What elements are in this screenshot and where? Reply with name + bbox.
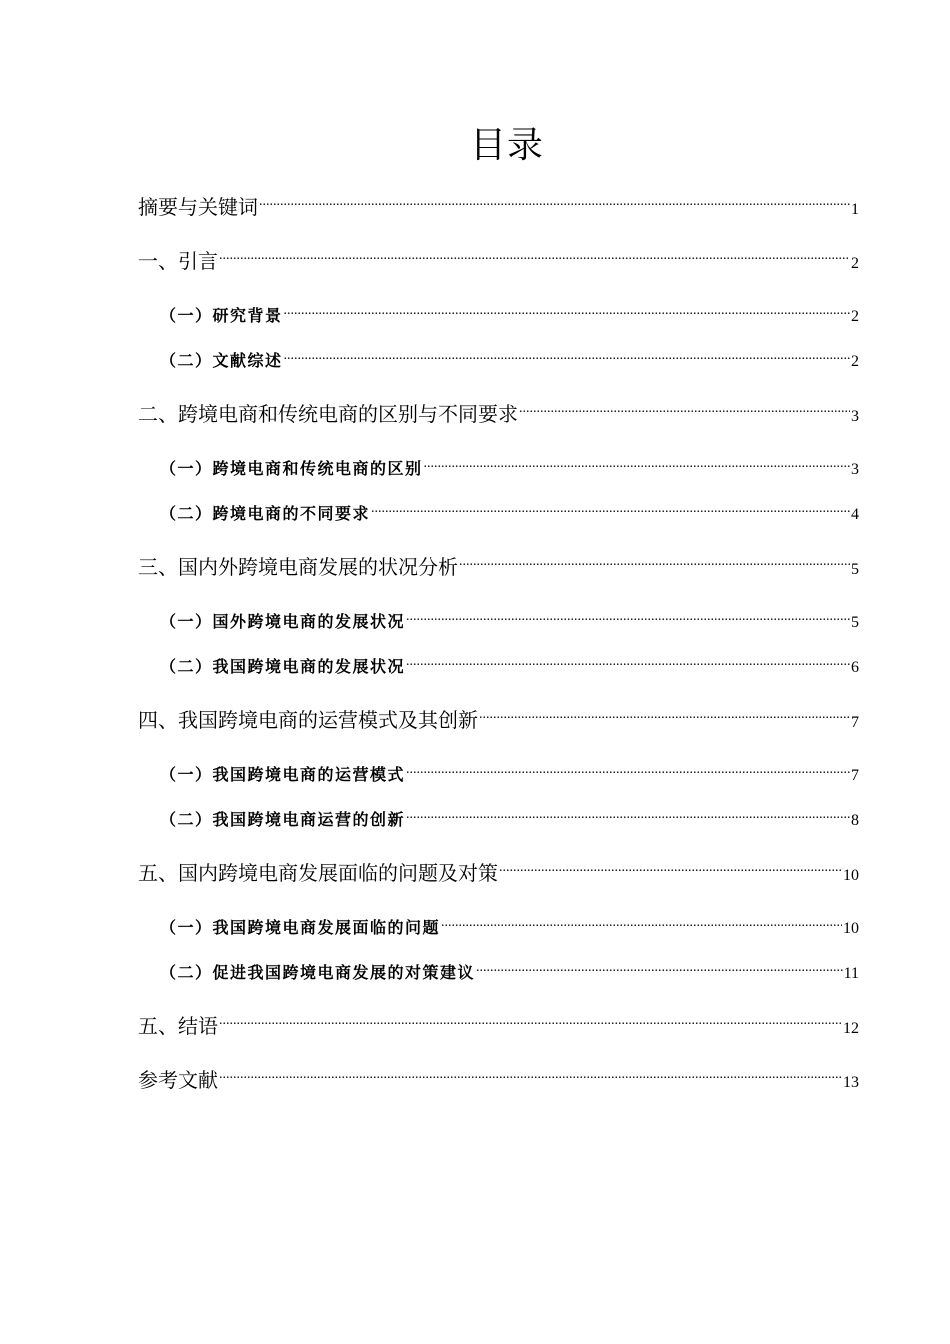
toc-entry[interactable] xyxy=(160,457,859,482)
dot-leader xyxy=(476,962,843,978)
toc-entry-label: 参考文献 xyxy=(138,1068,218,1092)
toc-entry-label: 摘要与关键词 xyxy=(138,195,258,219)
toc-page-number: 10 xyxy=(843,920,859,937)
toc-entry-label: 三、国内外跨境电商发展的状况分析 xyxy=(138,555,458,579)
toc-entry[interactable] xyxy=(160,655,859,680)
toc-page-number: 10 xyxy=(843,867,859,884)
toc-page-number: 11 xyxy=(843,965,859,982)
dot-leader xyxy=(219,1013,842,1033)
toc-entry[interactable] xyxy=(138,1012,859,1043)
toc-entry-label: （二）我国跨境电商运营的创新 xyxy=(160,810,406,829)
toc-entry-label: （一）我国跨境电商发展面临的问题 xyxy=(160,918,441,937)
toc-entry-label: （一）国外跨境电商的发展状况 xyxy=(160,612,406,631)
dot-leader xyxy=(519,401,850,421)
dot-leader xyxy=(371,503,850,519)
toc-entry[interactable] xyxy=(160,916,859,941)
dot-leader xyxy=(284,305,850,321)
toc-entry-label: 二、跨境电商和传统电商的区别与不同要求 xyxy=(138,402,518,426)
dot-leader xyxy=(441,917,842,933)
toc-entry-label: （二）我国跨境电商的发展状况 xyxy=(160,657,406,676)
toc-page-number: 7 xyxy=(851,714,859,731)
toc-page-number: 12 xyxy=(843,1020,859,1037)
toc-page-number: 2 xyxy=(851,353,859,370)
dot-leader xyxy=(499,860,842,880)
toc-page-number: 4 xyxy=(851,506,859,523)
toc-entry-label: （二）促进我国跨境电商发展的对策建议 xyxy=(160,963,476,982)
toc-entry[interactable] xyxy=(138,859,859,890)
toc-entry-label: （二）文献综述 xyxy=(160,351,283,370)
toc-entry-label: 一、引言 xyxy=(138,249,218,273)
dot-leader xyxy=(406,764,850,780)
dot-leader xyxy=(219,1067,842,1087)
toc-page-number: 7 xyxy=(851,767,859,784)
toc-entry[interactable] xyxy=(138,1066,859,1097)
dot-leader xyxy=(406,656,850,672)
toc-entry[interactable] xyxy=(160,349,859,374)
dot-leader xyxy=(406,611,850,627)
toc-entry[interactable] xyxy=(160,808,859,833)
toc-entry[interactable] xyxy=(138,247,859,278)
toc-page-number: 2 xyxy=(851,308,859,325)
toc-entry[interactable] xyxy=(138,553,859,584)
toc-entry[interactable] xyxy=(138,400,859,431)
toc-page-number: 13 xyxy=(843,1074,859,1091)
toc-page-number: 5 xyxy=(851,561,859,578)
dot-leader xyxy=(259,194,850,214)
toc-entry[interactable] xyxy=(160,610,859,635)
toc-entry-label: （一）研究背景 xyxy=(160,306,283,325)
toc-entry-label: （二）跨境电商的不同要求 xyxy=(160,504,371,523)
toc-page-number: 5 xyxy=(851,614,859,631)
toc-page-number: 2 xyxy=(851,255,859,272)
toc-entry[interactable] xyxy=(160,304,859,329)
dot-leader xyxy=(459,554,850,574)
toc-entry[interactable] xyxy=(138,193,859,224)
toc-page-number: 6 xyxy=(851,659,859,676)
toc-page-number: 3 xyxy=(851,408,859,425)
toc-entry[interactable] xyxy=(160,502,859,527)
toc-entry-label: 四、我国跨境电商的运营模式及其创新 xyxy=(138,708,478,732)
page-title: 目录 xyxy=(469,125,544,166)
toc-entry-label: 五、国内跨境电商发展面临的问题及对策 xyxy=(138,861,498,885)
toc-page-number: 3 xyxy=(851,461,859,478)
dot-leader xyxy=(479,707,850,727)
dot-leader xyxy=(406,809,850,825)
toc-entry[interactable] xyxy=(160,961,859,986)
toc-entry[interactable] xyxy=(138,706,859,737)
toc-entry-label: 五、结语 xyxy=(138,1014,218,1038)
toc-entry-label: （一）我国跨境电商的运营模式 xyxy=(160,765,406,784)
dot-leader xyxy=(284,350,850,366)
toc-entry[interactable] xyxy=(160,763,859,788)
toc-page-number: 8 xyxy=(851,812,859,829)
dot-leader xyxy=(424,458,850,474)
dot-leader xyxy=(219,248,850,268)
toc-entry-label: （一）跨境电商和传统电商的区别 xyxy=(160,459,423,478)
toc-page-number: 1 xyxy=(851,201,859,218)
